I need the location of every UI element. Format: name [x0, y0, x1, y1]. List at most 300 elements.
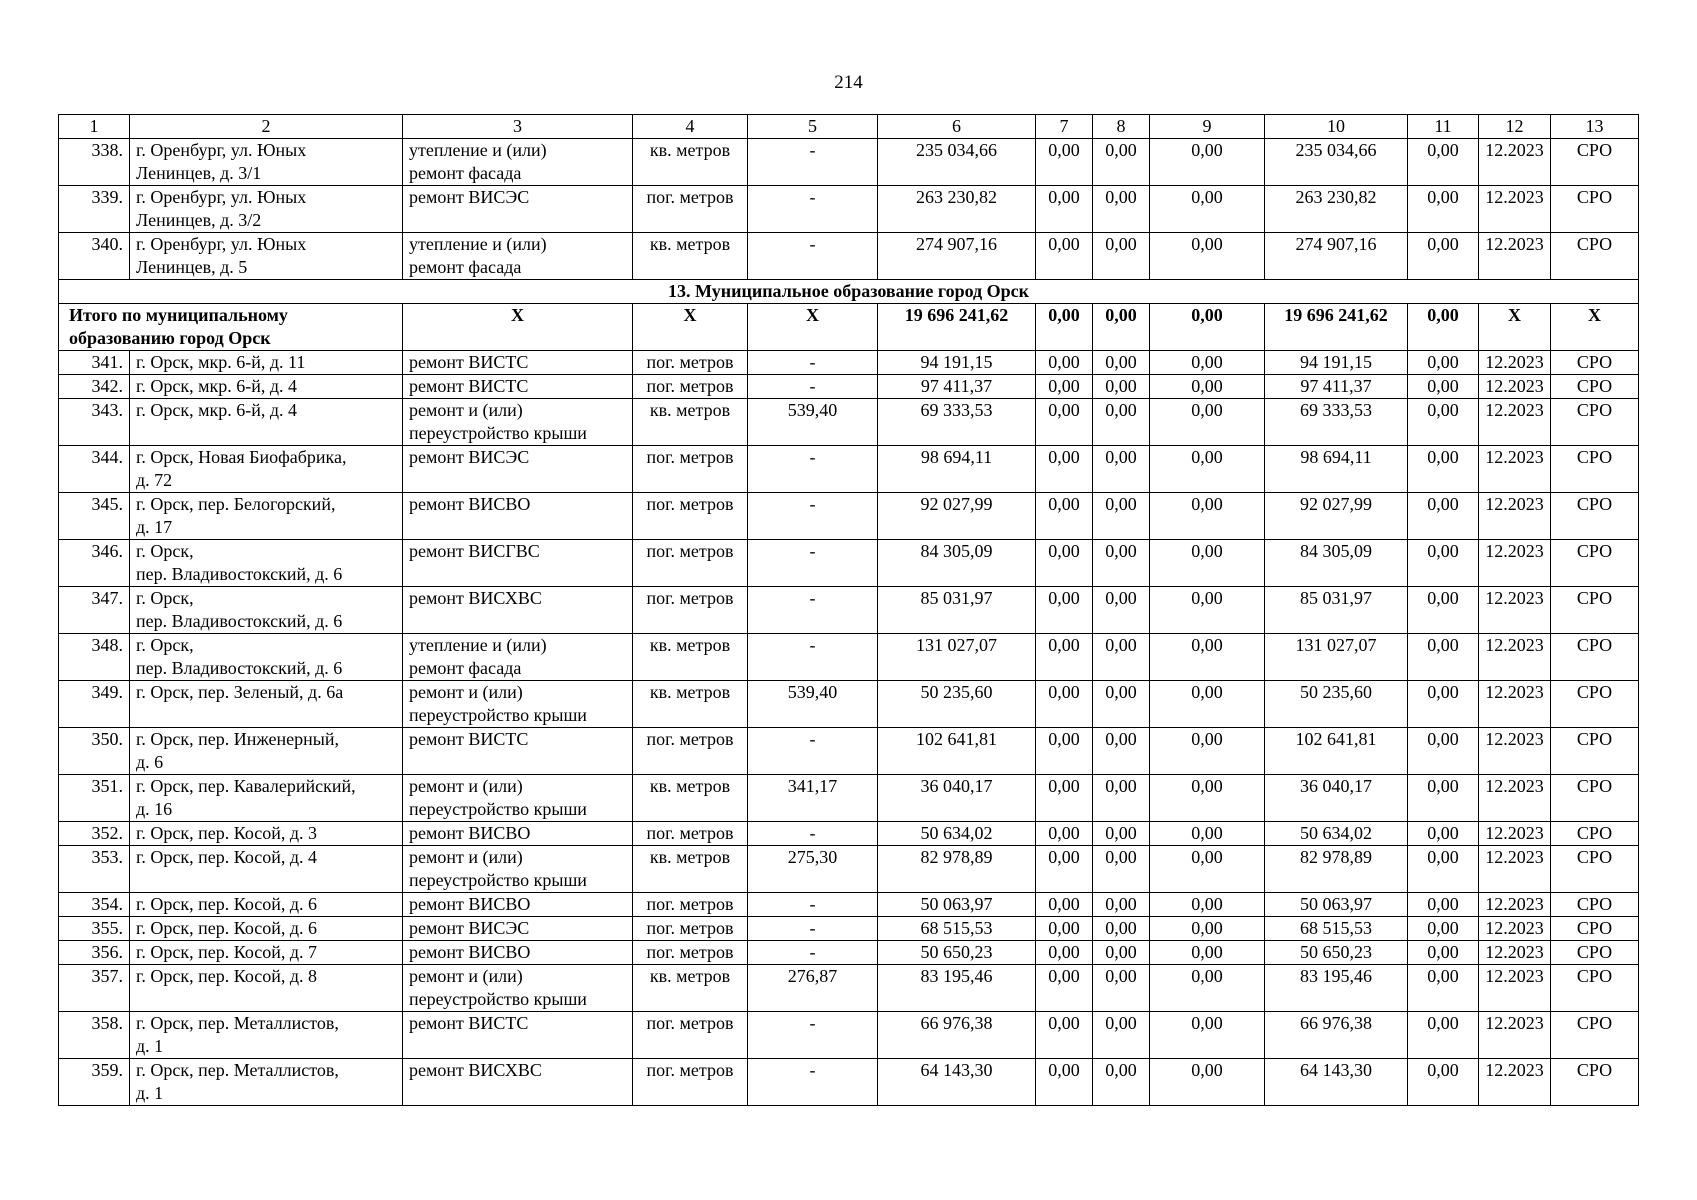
col9-value: 0,00: [1150, 775, 1265, 822]
address: [130, 446, 403, 493]
col7-value: 0,00: [1036, 351, 1093, 375]
table-row: [59, 399, 1639, 446]
address-line: д. 72: [136, 470, 173, 490]
contractor: СРО: [1551, 351, 1639, 375]
work-type-line: ремонт ВИСГВС: [409, 541, 540, 561]
col9-value: 0,00: [1150, 446, 1265, 493]
total-label: Итого по муниципальному образованию город Орск: [59, 304, 403, 351]
row-number: 342.: [59, 375, 130, 399]
deadline: 12.2023: [1479, 233, 1551, 280]
total-col8: 0,00: [1093, 304, 1150, 351]
col8-value: 0,00: [1093, 233, 1150, 280]
column-number: 10: [1265, 115, 1408, 139]
col7-value: 0,00: [1036, 775, 1093, 822]
address-line: г. Орск, пер. Косой, д. 7: [136, 942, 318, 962]
col9-value: 0,00: [1150, 375, 1265, 399]
work-type-line: ремонт ВИСТС: [409, 1013, 529, 1033]
col7-value: 0,00: [1036, 941, 1093, 965]
col8-value: 0,00: [1093, 399, 1150, 446]
quantity: -: [748, 351, 878, 375]
row-number: 351.: [59, 775, 130, 822]
work-type-line: ремонт и (или): [409, 847, 523, 867]
unit: пог. метров: [633, 1059, 748, 1106]
col7-value: 0,00: [1036, 186, 1093, 233]
work-type-line: переустройство крыши: [409, 989, 587, 1009]
address: [130, 681, 403, 728]
total-col12: Х: [1479, 304, 1551, 351]
address-line: г. Орск, пер. Косой, д. 6: [136, 918, 318, 938]
total-cost: 85 031,97: [878, 587, 1036, 634]
col11-value: 0,00: [1408, 941, 1479, 965]
table-row: [59, 351, 1639, 375]
address: [130, 399, 403, 446]
deadline: 12.2023: [1479, 493, 1551, 540]
col9-value: 0,00: [1150, 139, 1265, 186]
col9-value: 0,00: [1150, 634, 1265, 681]
work-type-line: ремонт фасада: [409, 257, 522, 277]
total-cost: 66 976,38: [878, 1012, 1036, 1059]
address: [130, 634, 403, 681]
quantity: -: [748, 375, 878, 399]
column-number: 9: [1150, 115, 1265, 139]
deadline: 12.2023: [1479, 965, 1551, 1012]
row-number: 347.: [59, 587, 130, 634]
col9-value: 0,00: [1150, 540, 1265, 587]
work-type-line: ремонт и (или): [409, 400, 523, 420]
col11-value: 0,00: [1408, 399, 1479, 446]
column-number: 5: [748, 115, 878, 139]
col7-value: 0,00: [1036, 587, 1093, 634]
deadline: 12.2023: [1479, 846, 1551, 893]
total-col3: Х: [403, 304, 633, 351]
col11-value: 0,00: [1408, 1012, 1479, 1059]
col7-value: 0,00: [1036, 917, 1093, 941]
address: [130, 233, 403, 280]
contractor: СРО: [1551, 634, 1639, 681]
work-type-line: переустройство крыши: [409, 423, 587, 443]
work-type: [403, 917, 633, 941]
contractor: СРО: [1551, 775, 1639, 822]
total-cost: 68 515,53: [878, 917, 1036, 941]
column-number: 1: [59, 115, 130, 139]
address-line: д. 6: [136, 752, 164, 772]
quantity: 539,40: [748, 681, 878, 728]
address-line: д. 17: [136, 517, 173, 537]
work-type-line: переустройство крыши: [409, 870, 587, 890]
row-number: 352.: [59, 822, 130, 846]
work-type: [403, 681, 633, 728]
address-line: г. Орск, пер. Косой, д. 8: [136, 966, 318, 986]
total-cost: 235 034,66: [878, 139, 1036, 186]
quantity: 275,30: [748, 846, 878, 893]
column-number: 6: [878, 115, 1036, 139]
col8-value: 0,00: [1093, 446, 1150, 493]
total-col9: 0,00: [1150, 304, 1265, 351]
total-cost: 94 191,15: [878, 351, 1036, 375]
total-cost: 102 641,81: [878, 728, 1036, 775]
table-row: [59, 846, 1639, 893]
work-type: [403, 846, 633, 893]
address-line: г. Орск, пер. Косой, д. 6: [136, 894, 318, 914]
deadline: 12.2023: [1479, 1012, 1551, 1059]
col8-value: 0,00: [1093, 681, 1150, 728]
quantity: -: [748, 446, 878, 493]
col9-value: 0,00: [1150, 1012, 1265, 1059]
col8-value: 0,00: [1093, 941, 1150, 965]
address: [130, 941, 403, 965]
work-type: [403, 186, 633, 233]
work-type-line: ремонт ВИСВО: [409, 823, 531, 843]
address-line: г. Орск, пер. Инженерный,: [136, 729, 340, 749]
quantity: 539,40: [748, 399, 878, 446]
deadline: 12.2023: [1479, 587, 1551, 634]
work-type-line: переустройство крыши: [409, 705, 587, 725]
work-type-line: ремонт ВИСВО: [409, 894, 531, 914]
contractor: СРО: [1551, 587, 1639, 634]
total-cost: 50 235,60: [878, 681, 1036, 728]
address: [130, 1059, 403, 1106]
fund-cost: 83 195,46: [1265, 965, 1408, 1012]
quantity: -: [748, 587, 878, 634]
col9-value: 0,00: [1150, 846, 1265, 893]
table-row: [59, 917, 1639, 941]
work-type: [403, 493, 633, 540]
unit: пог. метров: [633, 1012, 748, 1059]
deadline: 12.2023: [1479, 941, 1551, 965]
total-cost: 36 040,17: [878, 775, 1036, 822]
col11-value: 0,00: [1408, 493, 1479, 540]
work-type: [403, 375, 633, 399]
row-number: 341.: [59, 351, 130, 375]
unit: кв. метров: [633, 965, 748, 1012]
deadline: 12.2023: [1479, 634, 1551, 681]
col9-value: 0,00: [1150, 822, 1265, 846]
fund-cost: 263 230,82: [1265, 186, 1408, 233]
column-number: 2: [130, 115, 403, 139]
col11-value: 0,00: [1408, 375, 1479, 399]
row-number: 338.: [59, 139, 130, 186]
column-number: 8: [1093, 115, 1150, 139]
work-type-line: ремонт ВИСЭС: [409, 447, 530, 467]
column-number: 12: [1479, 115, 1551, 139]
col7-value: 0,00: [1036, 822, 1093, 846]
deadline: 12.2023: [1479, 681, 1551, 728]
col8-value: 0,00: [1093, 917, 1150, 941]
column-number: 11: [1408, 115, 1479, 139]
table-row: [59, 1059, 1639, 1106]
address-line: г. Орск, мкр. 6-й, д. 4: [136, 400, 298, 420]
table-row: [59, 893, 1639, 917]
fund-cost: 131 027,07: [1265, 634, 1408, 681]
total-cost: 69 333,53: [878, 399, 1036, 446]
contractor: СРО: [1551, 846, 1639, 893]
contractor: СРО: [1551, 399, 1639, 446]
unit: кв. метров: [633, 233, 748, 280]
fund-cost: 68 515,53: [1265, 917, 1408, 941]
address: [130, 1012, 403, 1059]
total-col7: 0,00: [1036, 304, 1093, 351]
row-number: 349.: [59, 681, 130, 728]
deadline: 12.2023: [1479, 375, 1551, 399]
col8-value: 0,00: [1093, 375, 1150, 399]
row-number: 350.: [59, 728, 130, 775]
row-number: 358.: [59, 1012, 130, 1059]
page-number: 214: [834, 72, 863, 93]
col9-value: 0,00: [1150, 941, 1265, 965]
total-cost: 84 305,09: [878, 540, 1036, 587]
contractor: СРО: [1551, 375, 1639, 399]
quantity: -: [748, 139, 878, 186]
deadline: 12.2023: [1479, 399, 1551, 446]
col11-value: 0,00: [1408, 446, 1479, 493]
col7-value: 0,00: [1036, 493, 1093, 540]
column-number: 3: [403, 115, 633, 139]
col9-value: 0,00: [1150, 681, 1265, 728]
col11-value: 0,00: [1408, 681, 1479, 728]
unit: кв. метров: [633, 634, 748, 681]
fund-cost: 97 411,37: [1265, 375, 1408, 399]
unit: пог. метров: [633, 446, 748, 493]
quantity: -: [748, 893, 878, 917]
row-number: 340.: [59, 233, 130, 280]
address-line: Ленинцев, д. 5: [136, 257, 248, 277]
quantity: -: [748, 493, 878, 540]
total-cost: 92 027,99: [878, 493, 1036, 540]
col11-value: 0,00: [1408, 139, 1479, 186]
fund-cost: 50 650,23: [1265, 941, 1408, 965]
address-line: г. Орск, пер. Металлистов,: [136, 1013, 339, 1033]
col8-value: 0,00: [1093, 775, 1150, 822]
work-type: [403, 822, 633, 846]
quantity: -: [748, 233, 878, 280]
contractor: СРО: [1551, 893, 1639, 917]
fund-cost: 50 063,97: [1265, 893, 1408, 917]
col7-value: 0,00: [1036, 446, 1093, 493]
row-number: 359.: [59, 1059, 130, 1106]
col11-value: 0,00: [1408, 1059, 1479, 1106]
col8-value: 0,00: [1093, 893, 1150, 917]
total-cost: 50 634,02: [878, 822, 1036, 846]
unit: кв. метров: [633, 139, 748, 186]
table-row: [59, 822, 1639, 846]
contractor: СРО: [1551, 1059, 1639, 1106]
address: [130, 587, 403, 634]
address: [130, 375, 403, 399]
work-type-line: ремонт ВИСХВС: [409, 1060, 542, 1080]
unit: пог. метров: [633, 493, 748, 540]
table-row: [59, 1012, 1639, 1059]
address-line: г. Орск,: [136, 635, 194, 655]
work-type-line: ремонт ВИСТС: [409, 729, 529, 749]
total-cost: 64 143,30: [878, 1059, 1036, 1106]
address: [130, 540, 403, 587]
work-type-line: переустройство крыши: [409, 799, 587, 819]
contractor: СРО: [1551, 1012, 1639, 1059]
unit: пог. метров: [633, 917, 748, 941]
contractor: СРО: [1551, 917, 1639, 941]
col11-value: 0,00: [1408, 634, 1479, 681]
unit: пог. метров: [633, 351, 748, 375]
address-line: г. Орск, мкр. 6-й, д. 11: [136, 352, 306, 372]
contractor: СРО: [1551, 186, 1639, 233]
address: [130, 917, 403, 941]
col11-value: 0,00: [1408, 846, 1479, 893]
total-cost: 131 027,07: [878, 634, 1036, 681]
row-number: 356.: [59, 941, 130, 965]
row-number: 355.: [59, 917, 130, 941]
address-line: г. Орск, мкр. 6-й, д. 4: [136, 376, 298, 396]
table-row: [59, 540, 1639, 587]
col7-value: 0,00: [1036, 375, 1093, 399]
table-row: [59, 728, 1639, 775]
total-cost: 263 230,82: [878, 186, 1036, 233]
total-col4: Х: [633, 304, 748, 351]
fund-cost: 235 034,66: [1265, 139, 1408, 186]
work-type-line: ремонт и (или): [409, 682, 523, 702]
work-type-line: ремонт ВИСХВС: [409, 588, 542, 608]
deadline: 12.2023: [1479, 540, 1551, 587]
total-cost: 50 650,23: [878, 941, 1036, 965]
fund-cost: 274 907,16: [1265, 233, 1408, 280]
col8-value: 0,00: [1093, 186, 1150, 233]
total-col5: Х: [748, 304, 878, 351]
col8-value: 0,00: [1093, 1059, 1150, 1106]
work-type: [403, 1059, 633, 1106]
work-type-line: ремонт ВИСЭС: [409, 187, 530, 207]
col7-value: 0,00: [1036, 681, 1093, 728]
unit: кв. метров: [633, 681, 748, 728]
fund-cost: 50 634,02: [1265, 822, 1408, 846]
col9-value: 0,00: [1150, 186, 1265, 233]
work-type-line: ремонт и (или): [409, 776, 523, 796]
col11-value: 0,00: [1408, 917, 1479, 941]
unit: пог. метров: [633, 822, 748, 846]
table-row: [59, 233, 1639, 280]
col7-value: 0,00: [1036, 1059, 1093, 1106]
work-type-line: ремонт фасада: [409, 658, 522, 678]
address-line: г. Орск, пер. Металлистов,: [136, 1060, 339, 1080]
table-row: [59, 941, 1639, 965]
quantity: -: [748, 941, 878, 965]
col11-value: 0,00: [1408, 728, 1479, 775]
col9-value: 0,00: [1150, 728, 1265, 775]
table-row: [59, 634, 1639, 681]
row-number: 345.: [59, 493, 130, 540]
address: [130, 965, 403, 1012]
col8-value: 0,00: [1093, 493, 1150, 540]
quantity: 276,87: [748, 965, 878, 1012]
address: [130, 186, 403, 233]
fund-cost: 69 333,53: [1265, 399, 1408, 446]
deadline: 12.2023: [1479, 728, 1551, 775]
fund-cost: 82 978,89: [1265, 846, 1408, 893]
column-number-row: [59, 115, 1639, 139]
fund-cost: 84 305,09: [1265, 540, 1408, 587]
col11-value: 0,00: [1408, 351, 1479, 375]
quantity: -: [748, 1059, 878, 1106]
contractor: СРО: [1551, 493, 1639, 540]
address-line: г. Орск, пер. Кавалерийский,: [136, 776, 356, 796]
work-type: [403, 139, 633, 186]
quantity: -: [748, 1012, 878, 1059]
address-line: г. Орск,: [136, 541, 194, 561]
address: [130, 728, 403, 775]
unit: пог. метров: [633, 893, 748, 917]
total-col6: 19 696 241,62: [878, 304, 1036, 351]
address-line: пер. Владивостокский, д. 6: [136, 658, 343, 678]
address-line: пер. Владивостокский, д. 6: [136, 611, 343, 631]
col9-value: 0,00: [1150, 399, 1265, 446]
col8-value: 0,00: [1093, 965, 1150, 1012]
column-number: 7: [1036, 115, 1093, 139]
unit: кв. метров: [633, 846, 748, 893]
col8-value: 0,00: [1093, 540, 1150, 587]
row-number: 339.: [59, 186, 130, 233]
address-line: г. Оренбург, ул. Юных: [136, 234, 307, 254]
address-line: г. Орск, Новая Биофабрика,: [136, 447, 347, 467]
unit: пог. метров: [633, 587, 748, 634]
deadline: 12.2023: [1479, 917, 1551, 941]
fund-cost: 92 027,99: [1265, 493, 1408, 540]
col7-value: 0,00: [1036, 233, 1093, 280]
work-type-line: ремонт ВИСЭС: [409, 918, 530, 938]
row-number: 348.: [59, 634, 130, 681]
col7-value: 0,00: [1036, 139, 1093, 186]
table-row: [59, 493, 1639, 540]
total-cost: 50 063,97: [878, 893, 1036, 917]
quantity: -: [748, 540, 878, 587]
total-col11: 0,00: [1408, 304, 1479, 351]
contractor: СРО: [1551, 681, 1639, 728]
quantity: 341,17: [748, 775, 878, 822]
total-row: [59, 304, 1639, 351]
deadline: 12.2023: [1479, 186, 1551, 233]
col11-value: 0,00: [1408, 233, 1479, 280]
work-type: [403, 540, 633, 587]
contractor: СРО: [1551, 540, 1639, 587]
col8-value: 0,00: [1093, 634, 1150, 681]
deadline: 12.2023: [1479, 1059, 1551, 1106]
address-line: г. Орск, пер. Косой, д. 3: [136, 823, 318, 843]
col9-value: 0,00: [1150, 965, 1265, 1012]
table-row: [59, 587, 1639, 634]
deadline: 12.2023: [1479, 893, 1551, 917]
fund-cost: 50 235,60: [1265, 681, 1408, 728]
col9-value: 0,00: [1150, 233, 1265, 280]
table-row: [59, 139, 1639, 186]
unit: пог. метров: [633, 375, 748, 399]
fund-cost: 36 040,17: [1265, 775, 1408, 822]
contractor: СРО: [1551, 233, 1639, 280]
address: [130, 775, 403, 822]
address: [130, 846, 403, 893]
quantity: -: [748, 917, 878, 941]
col11-value: 0,00: [1408, 540, 1479, 587]
contractor: СРО: [1551, 446, 1639, 493]
address-line: пер. Владивостокский, д. 6: [136, 564, 343, 584]
col11-value: 0,00: [1408, 186, 1479, 233]
col11-value: 0,00: [1408, 587, 1479, 634]
col7-value: 0,00: [1036, 728, 1093, 775]
work-type-line: ремонт ВИСТС: [409, 376, 529, 396]
deadline: 12.2023: [1479, 822, 1551, 846]
total-cost: 97 411,37: [878, 375, 1036, 399]
deadline: 12.2023: [1479, 351, 1551, 375]
address: [130, 139, 403, 186]
row-number: 357.: [59, 965, 130, 1012]
fund-cost: 85 031,97: [1265, 587, 1408, 634]
row-number: 346.: [59, 540, 130, 587]
